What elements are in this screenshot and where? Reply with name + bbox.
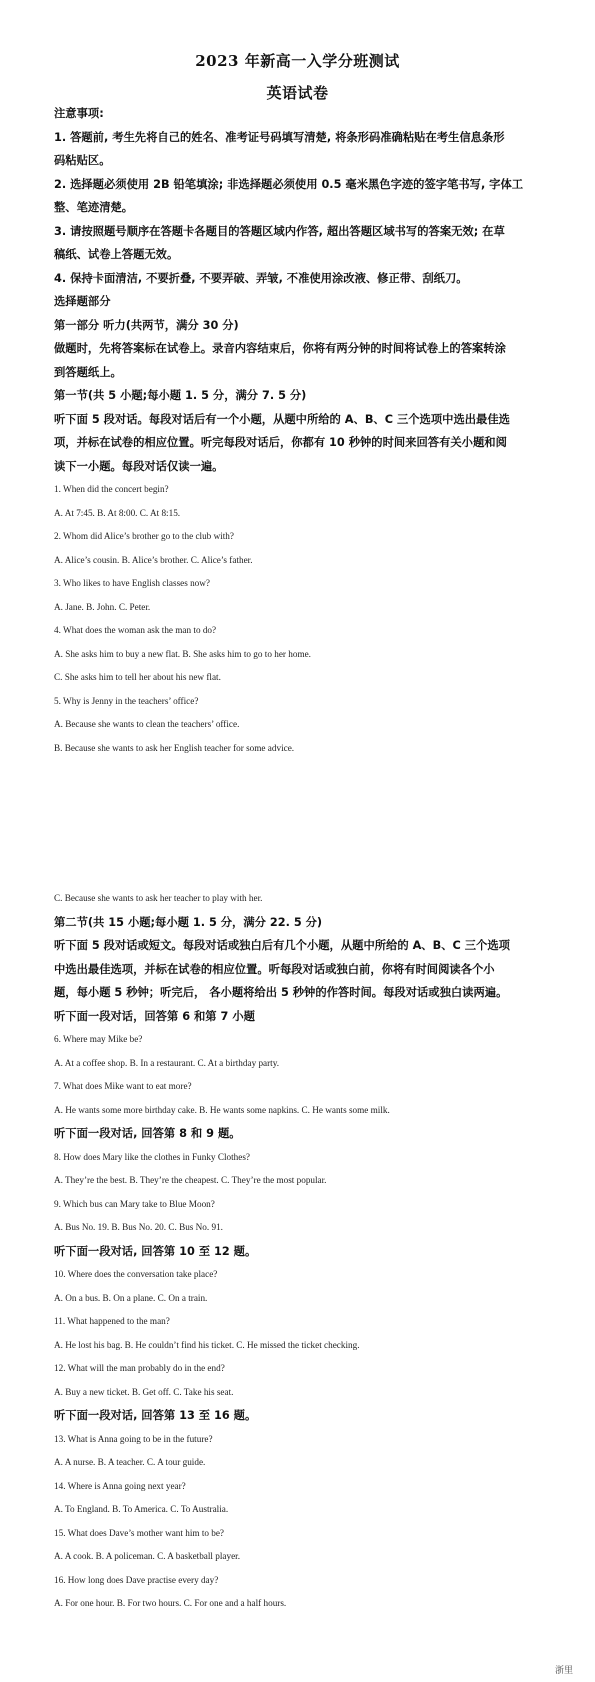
section1-instruction: 项，并标在试卷的相应位置。听完每段对话后，你都有 10 秒钟的时间来回答有关小题和阅	[54, 436, 507, 449]
answer-line: A. They’re the best. B. They’re the cheapest. C. They’re the most popular.	[54, 1175, 327, 1185]
question-line: 7. What does Mike want to eat more?	[54, 1081, 192, 1091]
answer-line: A. A nurse. B. A teacher. C. A tour guide.	[54, 1457, 206, 1467]
question-line: 13. What is Anna going to be in the future?	[54, 1433, 213, 1444]
part1-instruction: 到答题纸上。	[54, 365, 122, 379]
question-line: 12. What will the man probably do in the end?	[54, 1363, 225, 1373]
section1-instruction: 读下一小题。每段对话仅读一遍。	[54, 459, 224, 473]
question-line: 9. Which bus can Mary take to Blue Moon?	[54, 1198, 215, 1209]
lower-block	[54, 887, 542, 1616]
answer-line: C. Because she wants to ask her teacher to play with her.	[54, 893, 263, 903]
note-line: 1. 答题前, 考生先将自己的姓名、准考证号码填写清楚, 将条形码准确粘贴在考生信息条形	[54, 130, 505, 144]
answer-line: A. He wants some more birthday cake. B. He wants some napkins. C. He wants some milk.	[54, 1104, 390, 1115]
note-line: 3. 请按照题号顺序在答题卡各题目的答题区域内作答, 超出答题区域书写的答案无效; 在草	[54, 224, 505, 238]
answer-line: A. On a bus. B. On a plane. C. On a train.	[54, 1292, 208, 1303]
group-heading: 听下面一段对话，回答第 6 和第 7 小题	[54, 1009, 255, 1023]
question-line: 3. Who likes to have English classes now?	[54, 578, 210, 588]
answer-line: B. Because she wants to ask her English teacher for some advice.	[54, 742, 295, 753]
group-heading: 听下面一段对话, 回答第 8 和 9 题。	[54, 1127, 241, 1140]
question-line: 4. What does the woman ask the man to do?	[54, 625, 217, 635]
question-line: 1. When did the concert begin?	[54, 484, 169, 494]
answer-line: A. For one hour. B. For two hours. C. For one and a half hours.	[54, 1598, 287, 1608]
section1-heading: 第一节(共 5 小题;每小题 1. 5 分，满分 7. 5 分)	[54, 389, 307, 402]
question-line: 5. Why is Jenny in the teachers’ office?	[54, 695, 199, 706]
note-line: 4. 保持卡面清洁, 不要折叠, 不要弄破、弄皱, 不准使用涂改液、修正带、刮纸刀。	[54, 271, 468, 285]
upper-block	[54, 102, 542, 760]
section2-instruction: 题，每小题 5 秒钟；听完后， 各小题将给出 5 秒钟的作答时间。每段对话或独白读两遍。	[54, 986, 508, 999]
exam-subtitle: 英语试卷	[266, 84, 329, 102]
section1-instruction: 听下面 5 段对话。每段对话后有一个小题，从题中所给的 A、B、C 三个选项中选出最佳选	[54, 412, 510, 426]
answer-line: A. She asks him to buy a new flat. B. She asks him to go to her home.	[54, 648, 311, 659]
question-line: 11. What happened to the man?	[54, 1316, 170, 1326]
section2-heading: 第二节(共 15 小题;每小题 1. 5 分，满分 22. 5 分)	[54, 915, 323, 929]
section-label: 选择题部分	[54, 295, 111, 308]
exam-title: 2023 年新高一入学分班测试	[195, 52, 400, 70]
section2-instruction: 听下面 5 段对话或短文。每段对话或独白后有几个小题，从题中所给的 A、B、C 三个选项	[54, 939, 510, 952]
question-line: 15. What does Dave’s mother want him to be?	[54, 1527, 225, 1538]
question-line: 16. How long does Dave practise every day?	[54, 1574, 219, 1585]
question-line: 8. How does Mary like the clothes in Funky Clothes?	[54, 1151, 250, 1162]
group-heading: 听下面一段对话, 回答第 13 至 16 题。	[54, 1409, 257, 1422]
answer-line: A. To England. B. To America. C. To Australia.	[54, 1504, 229, 1514]
note-line: 码粘贴区。	[54, 154, 111, 167]
answer-line: C. She asks him to tell her about his new flat.	[54, 672, 221, 682]
question-line: 6. Where may Mike be?	[54, 1034, 143, 1044]
question-line: 2. Whom did Alice’s brother go to the club with?	[54, 531, 234, 541]
part1-heading: 第一部分 听力(共两节，满分 30 分)	[54, 318, 239, 332]
answer-line: A. Jane. B. John. C. Peter.	[54, 601, 151, 612]
answer-line: A. A cook. B. A policeman. C. A basketball player.	[54, 1551, 241, 1561]
question-line: 10. Where does the conversation take place?	[54, 1269, 218, 1279]
note-line: 2. 选择题必须使用 2B 铅笔填涂; 非选择题必须使用 0.5 毫米黑色字迹的签字笔书写, 字体工	[54, 177, 524, 191]
notes-heading: 注意事项:	[54, 107, 104, 120]
answer-line: A. Alice’s cousin. B. Alice’s brother. C. Alice’s father.	[54, 554, 253, 565]
answer-line: A. At 7:45. B. At 8:00. C. At 8:15.	[54, 507, 181, 518]
answer-line: A. Because she wants to clean the teachers’ office.	[54, 719, 240, 729]
question-line: 14. Where is Anna going next year?	[54, 1480, 186, 1491]
group-heading: 听下面一段对话, 回答第 10 至 12 题。	[54, 1244, 257, 1258]
section2-instruction: 中选出最佳选项，并标在试卷的相应位置。听每段对话或独白前，你将有时间阅读各个小	[54, 962, 495, 976]
answer-line: A. Bus No. 19. B. Bus No. 20. C. Bus No. 91.	[54, 1222, 223, 1232]
answer-line: A. At a coffee shop. B. In a restaurant. C. At a birthday party.	[54, 1057, 280, 1068]
answer-line: A. He lost his bag. B. He couldn’t find his ticket. C. He missed the ticket checking.	[54, 1339, 360, 1350]
note-line: 整、笔迹清楚。	[54, 201, 134, 214]
part1-instruction: 做题时，先将答案标在试卷上。录音内容结束后，你将有两分钟的时间将试卷上的答案转涂	[54, 342, 506, 355]
note-line: 稿纸、试卷上答题无效。	[54, 248, 179, 261]
watermark-text: 浙里	[554, 1666, 573, 1676]
answer-line: A. Buy a new ticket. B. Get off. C. Take his seat.	[54, 1386, 234, 1397]
